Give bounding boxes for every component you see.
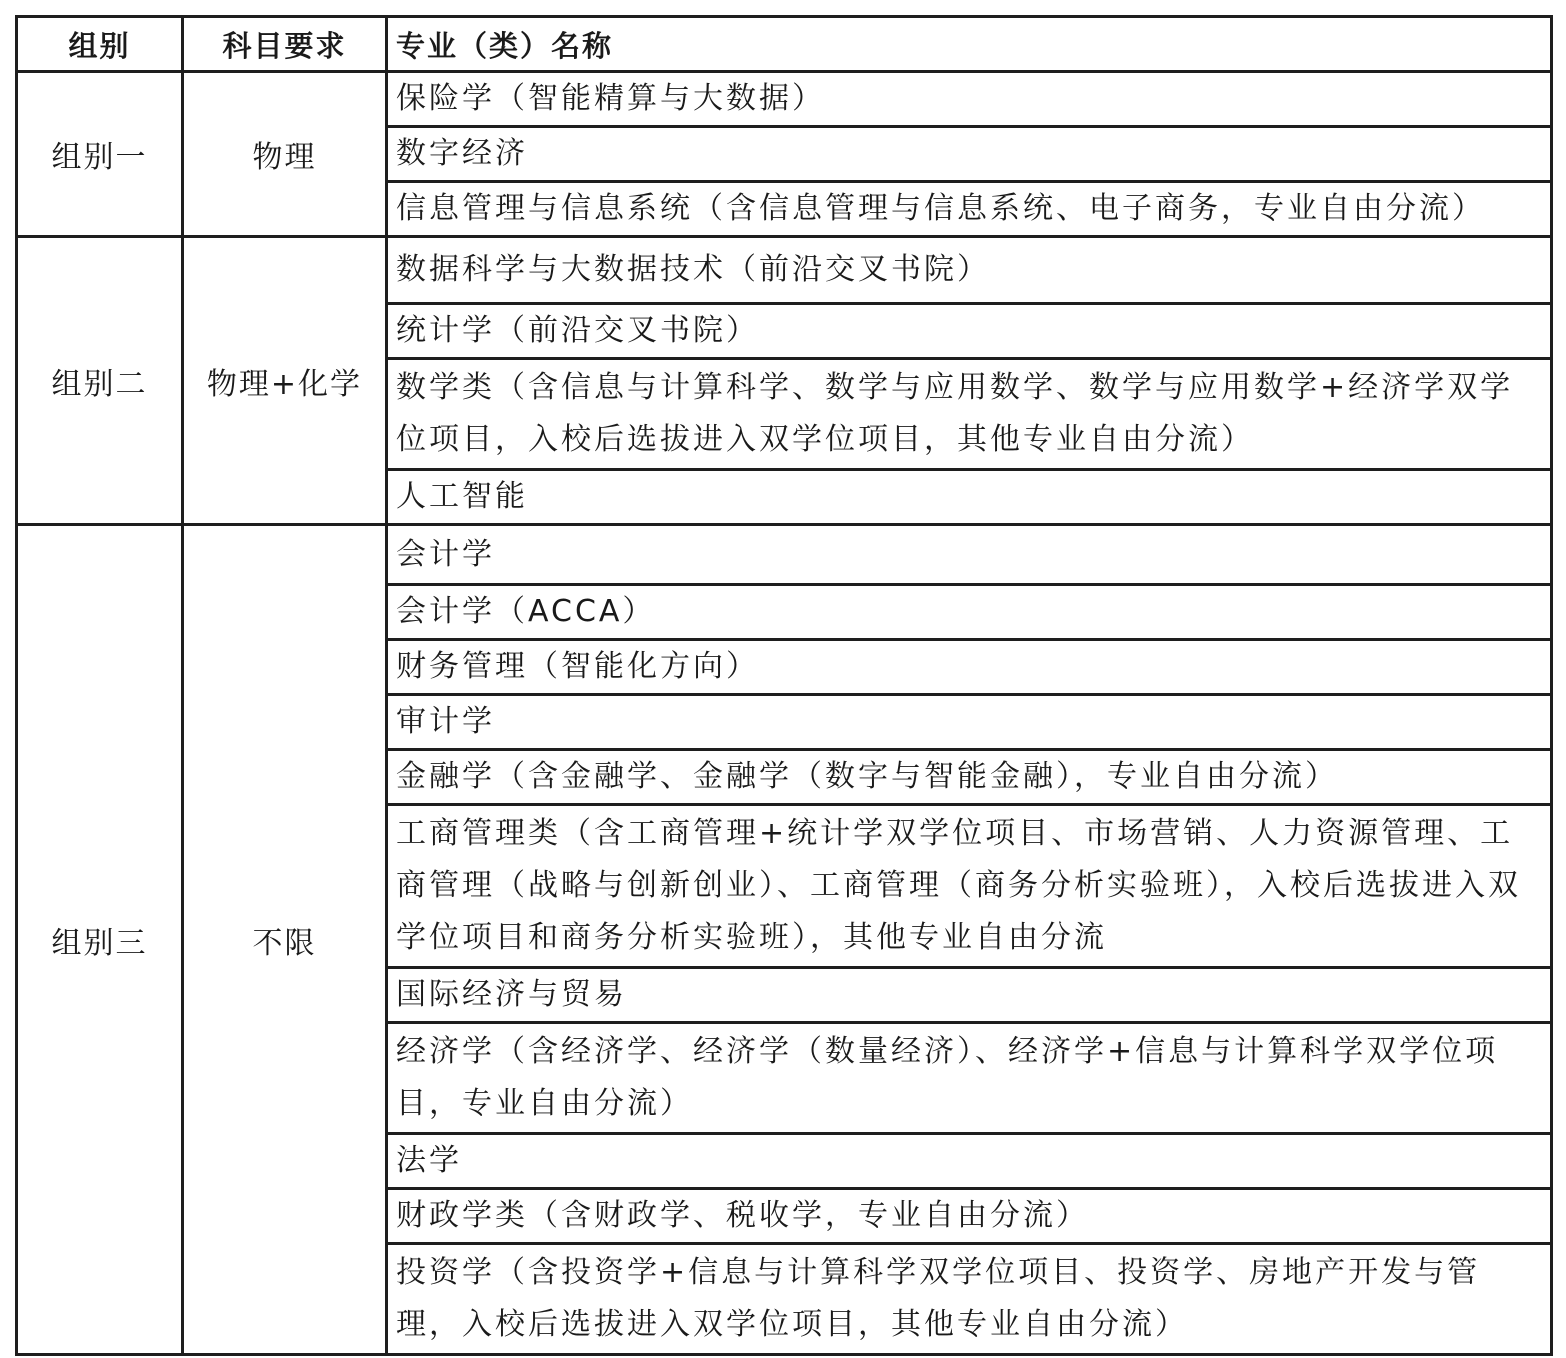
major-cell: 数据科学与大数据技术（前沿交叉书院） xyxy=(387,237,1552,304)
major-cell: 经济学（含经济学、经济学（数量经济）、经济学+信息与计算科学双学位项目，专业自由分流） xyxy=(387,1023,1552,1134)
major-cell: 数学类（含信息与计算科学、数学与应用数学、数学与应用数学+经济学双学位项目，入校后选拔进入双学位项目，其他专业自由分流） xyxy=(387,359,1552,470)
major-cell: 数字经济 xyxy=(387,127,1552,182)
major-cell: 会计学 xyxy=(387,525,1552,585)
major-cell: 人工智能 xyxy=(387,470,1552,525)
table-row xyxy=(17,525,1552,585)
header-subject: 科目要求 xyxy=(183,17,387,72)
major-cell: 审计学 xyxy=(387,695,1552,750)
table-header-row xyxy=(17,17,1552,72)
major-cell: 会计学（ACCA） xyxy=(387,585,1552,640)
major-cell: 财政学类（含财政学、税收学，专业自由分流） xyxy=(387,1189,1552,1244)
header-major: 专业（类）名称 xyxy=(387,17,1552,72)
subject-requirement-cell: 不限 xyxy=(183,525,387,1355)
table-row xyxy=(17,72,1552,127)
header-group: 组别 xyxy=(17,17,183,72)
table-row xyxy=(17,237,1552,304)
major-cell: 金融学（含金融学、金融学（数字与智能金融），专业自由分流） xyxy=(387,750,1552,805)
major-cell: 统计学（前沿交叉书院） xyxy=(387,304,1552,359)
group-name-cell: 组别三 xyxy=(17,525,183,1355)
major-cell: 工商管理类（含工商管理+统计学双学位项目、市场营销、人力资源管理、工商管理（战略与创新创业）、工商管理（商务分析实验班），入校后选拔进入双学位项目和商务分析实验班），其他专业自由分流 xyxy=(387,805,1552,968)
admission-groups-table xyxy=(15,15,1553,1356)
admission-table-container xyxy=(15,15,1553,1356)
major-cell: 财务管理（智能化方向） xyxy=(387,640,1552,695)
subject-requirement-cell: 物理+化学 xyxy=(183,237,387,525)
major-cell: 国际经济与贸易 xyxy=(387,968,1552,1023)
subject-requirement-cell: 物理 xyxy=(183,72,387,237)
major-cell: 法学 xyxy=(387,1134,1552,1189)
major-cell: 保险学（智能精算与大数据） xyxy=(387,72,1552,127)
major-cell: 投资学（含投资学+信息与计算科学双学位项目、投资学、房地产开发与管理，入校后选拔进入双学位项目，其他专业自由分流） xyxy=(387,1244,1552,1355)
group-name-cell: 组别一 xyxy=(17,72,183,237)
group-name-cell: 组别二 xyxy=(17,237,183,525)
major-cell: 信息管理与信息系统（含信息管理与信息系统、电子商务，专业自由分流） xyxy=(387,182,1552,237)
